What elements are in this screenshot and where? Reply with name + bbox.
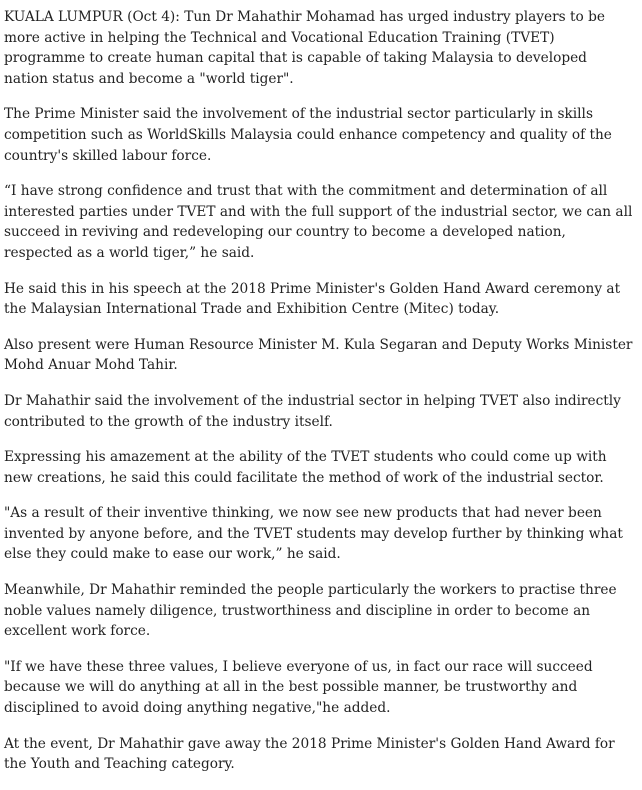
paragraph-3: “I have strong confidence and trust that with the commitment and determination of all interested parties under TVET and with the full support of the industrial sector, we can all succeed in reviving and redeveloping our country to become a developed nation, respected as a world tiger,” he said. [4, 183, 633, 261]
paragraph-9: Meanwhile, Dr Mahathir reminded the people particularly the workers to practise three noble values namely diligence, trustworthiness and discipline in order to become an excellent work force. [4, 582, 617, 640]
paragraph-6: Dr Mahathir said the involvement of the industrial sector in helping TVET also indirectly contributed to the growth of the industry itself. [4, 392, 621, 430]
paragraph-8: "As a result of their inventive thinking, we now see new products that had never been invented by anyone before, and the TVET students may develop further by thinking what else they could make to ease our work,” he said. [4, 505, 623, 563]
paragraph-5: Also present were Human Resource Minister M. Kula Segaran and Deputy Works Minister Mohd Anuar Mohd Tahir. [4, 336, 633, 374]
paragraph-1: KUALA LUMPUR (Oct 4): Tun Dr Mahathir Mohamad has urged industry players to be more active in helping the Technical and Vocational Education Training (TVET) programme to create human capital that is capable of taking Malaysia to developed nation status and become a "world tiger". [4, 9, 606, 87]
paragraph-2: The Prime Minister said the involvement of the industrial sector particularly in skills competition such as WorldSkills Malaysia could enhance competency and quality of the country's skilled labour force. [4, 106, 612, 164]
paragraph-7: Expressing his amazement at the ability of the TVET students who could come up with new creations, he said this could facilitate the method of work of the industrial sector. [4, 449, 607, 486]
paragraph-11: At the event, Dr Mahathir gave away the 2018 Prime Minister's Golden Hand Award for the Youth and Teaching category. [4, 735, 615, 773]
paragraph-10: "If we have these three values, I believe everyone of us, in fact our race will succeed because we will do anything at all in the best possible manner, be trustworthy and disciplined to avoid doing anything negative,"he added. [4, 658, 593, 717]
paragraph-4: He said this in his speech at the 2018 Prime Minister's Golden Hand Award ceremony at the Malaysian International Trade and Exhibition Centre (Mitec) today. [4, 280, 621, 318]
